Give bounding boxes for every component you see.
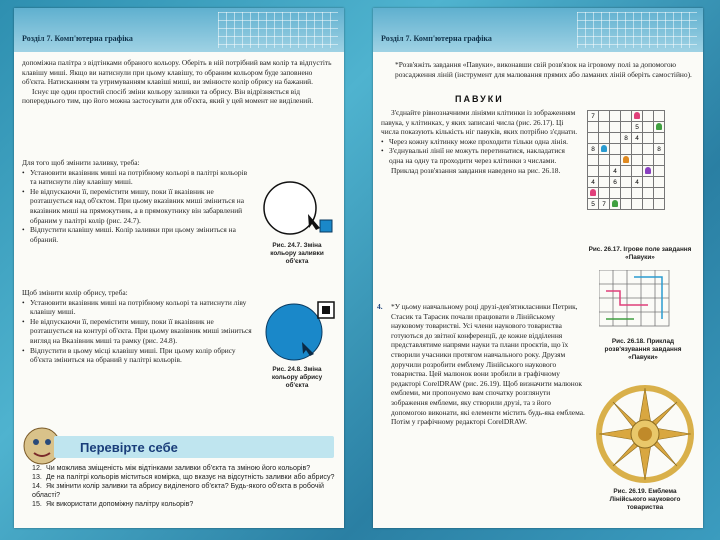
grid-cell [643, 111, 654, 122]
grid-cell [654, 155, 665, 166]
grid-cell [588, 133, 599, 144]
frame-cursor-inner-icon [322, 306, 330, 314]
grid-cell [599, 122, 610, 133]
color-swatch-icon [320, 220, 332, 232]
grid-cell [654, 199, 665, 210]
grid-cell [621, 111, 632, 122]
question-15: 15. Як використати допоміжну палітру кольорів? [32, 500, 194, 508]
puzzle-title: ПАВУКИ [455, 94, 504, 104]
society-emblem-image [595, 384, 695, 484]
grid-cell: 8 [654, 144, 665, 155]
grid-cell [599, 166, 610, 177]
grid-row [588, 155, 665, 166]
grid-cell [621, 144, 632, 155]
example-solution-grid [599, 270, 679, 334]
right-page-header-label: Розділ 7. Комп'ютерна графіка [381, 34, 492, 43]
grid-cell [599, 144, 610, 155]
grid-cell [632, 155, 643, 166]
spider-icon [656, 123, 662, 130]
right-intro: *Розв'яжіть завдання «Павуки», виконавши свій розв'язок на ігровому полі за допомогою розсадження ліній (інструмент для малювання прямих або ламаних ліній оберіть самостійно). [395, 60, 692, 79]
left-page-header [14, 8, 344, 52]
task-4-text: *У цьому навчальному році друзі-дев'ятикласники Петрик, Стасик та Тарасик почали працювати в Лінійському науковому товаристві. Усі члени наукового товариства готуються до звітної конференції, де кожне відділення представлятиме напрями науки та плани проєктів, що їх створили учасники протягом навчального року. Друзям доручили розробити емблему Лінійського наукового товариства. Цей малюнок вони зробили в графічному редакторі CorelDRAW (рис. 26.19). Щоб визначити малюнок емблеми, ми пропонуємо вам спочатку розглянути зображення емблеми, яку створили друзі, та з його допомогою виконати, які елементи містить будь-яка емблема. Потім у графічному редакторі CorelDRAW. [391, 302, 585, 427]
figure-outline-color [262, 298, 338, 362]
grid-cell [643, 166, 654, 177]
task-4-number: 4. [377, 302, 383, 311]
review-title: Перевірте себе [80, 440, 178, 455]
review-questions [32, 464, 336, 509]
spider-icon [645, 167, 651, 174]
puzzle-rules [381, 108, 581, 175]
grid-row [588, 122, 665, 133]
grid-cell [654, 111, 665, 122]
filled-circle-shape [266, 304, 322, 360]
grid-cell [643, 144, 654, 155]
grid-cell: 8 [621, 133, 632, 144]
grid-cell: 4 [610, 166, 621, 177]
grid-cell [588, 122, 599, 133]
outline-step-3: • Відпустити в цьому місці клавішу миші. При цьому колір обрису об'єкта зміниться на обраний у палітрі кольорів. [22, 346, 254, 365]
left-page-header-label: Розділ 7. Комп'ютерна графіка [22, 34, 133, 43]
grid-row [588, 133, 665, 144]
grid-cell [610, 155, 621, 166]
fill-step-2: • Не відпускаючи її, перемістити мишу, поки її вказівник не розташується над об'єктом. При цьому вказівник миші зміниться на вказівник миші на прямокутник, а в прямокутнику він забарвлений обраним у палітрі колір (рис. 24.7). [22, 187, 254, 225]
grid-cell [643, 199, 654, 210]
fill-steps-heading: Для того щоб змінити заливку, треба: [22, 158, 140, 167]
grid-cell [599, 133, 610, 144]
spider-icon [590, 189, 596, 196]
grid-row [588, 199, 665, 210]
grid-row [588, 188, 665, 199]
grid-cell: 8 [588, 144, 599, 155]
question-14: 14. Як змінити колір заливки та абрису виділеного об'єкта? Будь-якого об'єкта в робочій області? [32, 482, 324, 499]
left-body-fill-steps [22, 158, 254, 244]
grid-cell [621, 166, 632, 177]
grid-cell [632, 166, 643, 177]
question-13: 13. Де на палітрі кольорів міститься комірка, що вказує на відсутність заливки або абрису? [32, 473, 335, 481]
outline-steps-heading: Щоб змінити колір обрису, треба: [22, 288, 128, 297]
left-body-intro [22, 58, 334, 106]
grid-cell [610, 188, 621, 199]
grid-cell [599, 177, 610, 188]
grid-cell [621, 188, 632, 199]
grid-caption: Рис. 26.17. Ігрове поле завдання «Павуки» [588, 246, 692, 261]
outlined-circle-shape [264, 182, 316, 234]
spider-icon [612, 200, 618, 207]
header-grid-decoration [577, 12, 697, 48]
grid-cell [654, 133, 665, 144]
grid-cell [632, 199, 643, 210]
spider-icon [623, 156, 629, 163]
grid-cell: 4 [588, 177, 599, 188]
grid-cell [621, 122, 632, 133]
right-page [373, 8, 703, 528]
grid-cell [599, 155, 610, 166]
fill-step-1: • Установити вказівник миші на потрібному кольорі в палітрі кольорів та натиснути ліву клавішу миші. [22, 168, 254, 187]
fill-step-3: • Відпустити клавішу миші. Колір заливки при цьому зміниться на обраний. [22, 225, 254, 244]
grid-cell [610, 144, 621, 155]
puzzle-rule-1: З'єднайте рівнозначними лініями клітинки із зображенням павука, у клітинках, у яких записані числа (рис. 26.17). Ці числа показують кількість ніг павуків, яких потрібно з'єднати. [381, 108, 578, 137]
grid-cell: 7 [588, 111, 599, 122]
grid-cell: 4 [632, 177, 643, 188]
grid-cell: 5 [632, 122, 643, 133]
grid-cell: 6 [610, 177, 621, 188]
grid-cell [643, 122, 654, 133]
left-body-outline-steps [22, 288, 254, 365]
right-page-header [373, 8, 703, 52]
spiders-puzzle-grid [587, 110, 665, 210]
example-grid-caption: Рис. 26.18. Приклад розв'язування завдання «Павуки» [604, 338, 682, 361]
body-para-1: допоміжна палітра з відтінками обраного кольору. Оберіть в ній потрібний вам колір та відпустіть клавішу миші. Якщо ви натиснули при цьому клавішу, то обраним кольором буде заповнено об'єкта. Натисканням та утримуванням клавіші миші, ви змінюєте колір обрису на бажаний. [22, 58, 332, 87]
grid-cell [610, 199, 621, 210]
spider-icon [634, 112, 640, 119]
grid-row [588, 177, 665, 188]
grid-cell: 5 [588, 199, 599, 210]
grid-cell [588, 166, 599, 177]
outline-step-1: • Установити вказівник миші на потрібному кольорі та натиснути ліву клавішу миші. [22, 298, 254, 317]
grid-cell [654, 166, 665, 177]
grid-cell [610, 111, 621, 122]
figure-fill-color [262, 176, 338, 240]
figure-24-8-caption: Рис. 24.8. Зміна кольору абрису об'єкта [271, 366, 323, 389]
grid-cell [643, 155, 654, 166]
grid-cell [621, 177, 632, 188]
grid-row [588, 144, 665, 155]
grid-cell [643, 177, 654, 188]
grid-cell [621, 155, 632, 166]
question-12: 12. Чи можлива зміщеність між відтінками заливки об'єкта та зміною його кольорів? [32, 464, 311, 472]
puzzle-rule-4: Приклад розв'язання завдання наведено на рис. 26.18. [391, 165, 561, 175]
grid-cell [632, 111, 643, 122]
spider-icon [601, 145, 607, 152]
grid-cell [599, 188, 610, 199]
grid-cell [610, 133, 621, 144]
grid-cell [599, 111, 610, 122]
grid-row [588, 111, 665, 122]
grid-cell: 7 [599, 199, 610, 210]
body-para-2: Існує ще один простий спосіб зміни кольору заливки та обрису. Він відрізняється від попереднього тим, що його можна застосувати для об'єкта, який у цей момент не виділений. [22, 86, 314, 106]
grid-row [588, 166, 665, 177]
grid-cell [654, 122, 665, 133]
left-page [14, 8, 344, 528]
figure-24-7-caption: Рис. 24.7. Зміна кольору заливки об'єкта [270, 242, 324, 265]
grid-cell [621, 199, 632, 210]
grid-cell [643, 188, 654, 199]
grid-cell [654, 177, 665, 188]
grid-cell: 4 [632, 133, 643, 144]
outline-step-2: • Не відпускаючи її, перемістити мишу, поки її вказівник не розташується на контурі об'єкта. При цьому вказівник миші зміниться вигляд на Вказівник миші та рамку (рис. 24.8). [22, 317, 254, 346]
puzzle-rule-2: • Через кожну клітинку може проходити тільки одна лінія. [381, 137, 581, 147]
grid-cell [654, 188, 665, 199]
grid-cell [632, 188, 643, 199]
puzzle-rule-3: • З'єднувальні лінії не можуть перетинатися, накладатися одна на одну та проходити через клітинки з числами. [381, 146, 581, 165]
grid-cell [588, 155, 599, 166]
grid-cell [643, 133, 654, 144]
grid-cell [610, 122, 621, 133]
emblem-caption: Рис. 26.19. Емблема Лінійського наукового товариства [609, 488, 681, 511]
header-grid-decoration [218, 12, 338, 48]
grid-cell [632, 144, 643, 155]
grid-cell [588, 188, 599, 199]
